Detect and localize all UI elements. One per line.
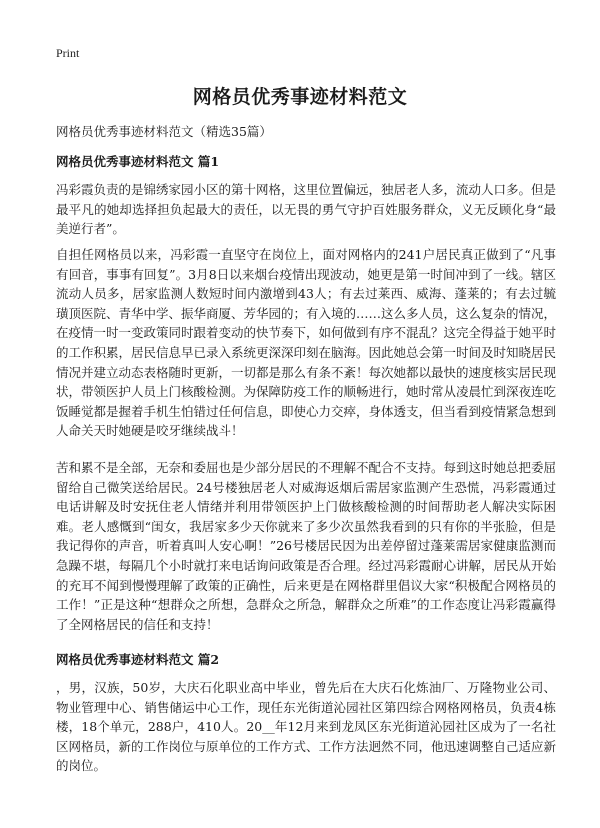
section-heading-1: 网格员优秀事迹材料范文 篇1	[56, 154, 220, 169]
paragraph: 自担任网格员以来，冯彩霞一直坚守在岗位上，面对网格内的241户居民真正做到了“凡事有回音，事事有回复”。3月8日以来烟台疫情出现波动，她更是第一时间冲到了一线。辖区流动人员多，居家监测人数短时间内激增到43人；有去过莱西、威海、蓬莱的；有去过毓璜顶医院、青华中学、振华商厦、芳华园的；有入境的……这么多人员，这么复杂的情况，在疫情一时一变政策同时跟着变动的快节奏下，如何做到有序不混乱？这完全得益于她平时的工作积累，居民信息早已录入系统更深深印刻在脑海。因此她总会第一时间及时知晓居民情况并建立动态表格随时更新，一切都是那么有条不紊！每次她都以最快的速度核实居民现状，带领医护人员上门核酸检测。为保障防疫工作的顺畅进行，她时常从凌晨忙到深夜连吃饭睡觉都是握着手机生怕错过任何信息，即使心力交瘁，身体透支，但当看到疫情紧急想到人命关天时她硬是咬牙继续战斗！	[56, 247, 557, 439]
paragraph: ，男，汉族，50岁，大庆石化职业高中毕业，曾先后在大庆石化炼油厂、万隆物业公司、物业管理中心、销售储运中心工作，现任东光街道沁园社区第四综合网格网格员，负责4栋楼，18个单元，288户，410人。20__年12月来到龙凤区东光街道沁园社区成为了一名社区网格员，新的工作岗位与原单位的工作方式、工作方法迥然不同，他迅速调整自己适应新的岗位。	[56, 680, 557, 774]
paragraph: 苦和累不是全部，无奈和委屈也是少部分居民的不理解不配合不支持。每到这时她总把委屈留给自己微笑送给居民。24号楼独居老人对威海返烟后需居家监测产生恐慌，冯彩霞通过电话讲解及时安抚住老人情绪并利用带领医护上门做核酸检测的时间帮助老人解决实际困难。老人感慨到“闺女，我居家多少天你就来了多少次虽然我看到的只有你的半张脸，但是我记得你的声音，听着真叫人安心啊！”26号楼居民因为出差停留过蓬莱需居家健康监测而急躁不堪，每隔几个小时就打来电话询问政策是否合理。经过冯彩霞耐心讲解，居民从开始的充耳不闻到慢慢理解了政策的正确性，后来更是在网格群里倡议大家“积极配合网格员的工作！”正是这种“想群众之所想，急群众之所急，解群众之所难”的工作态度让冯彩霞赢得了全网格居民的信任和支持！	[56, 460, 557, 632]
document-subtitle: 网格员优秀事迹材料范文（精选35篇）	[56, 124, 272, 139]
page-title: 网格员优秀事迹材料范文	[192, 86, 408, 108]
section-heading-2: 网格员优秀事迹材料范文 篇2	[56, 652, 220, 667]
paragraph: 冯彩霞负责的是锦绣家园小区的第十网格，这里位置偏远，独居老人多，流动人口多。但是最平凡的她却选择担负起最大的责任，以无畏的勇气守护百姓服务群众，义无反顾化身“最美逆行者”。	[56, 182, 557, 237]
print-link[interactable]: Print	[56, 46, 80, 60]
